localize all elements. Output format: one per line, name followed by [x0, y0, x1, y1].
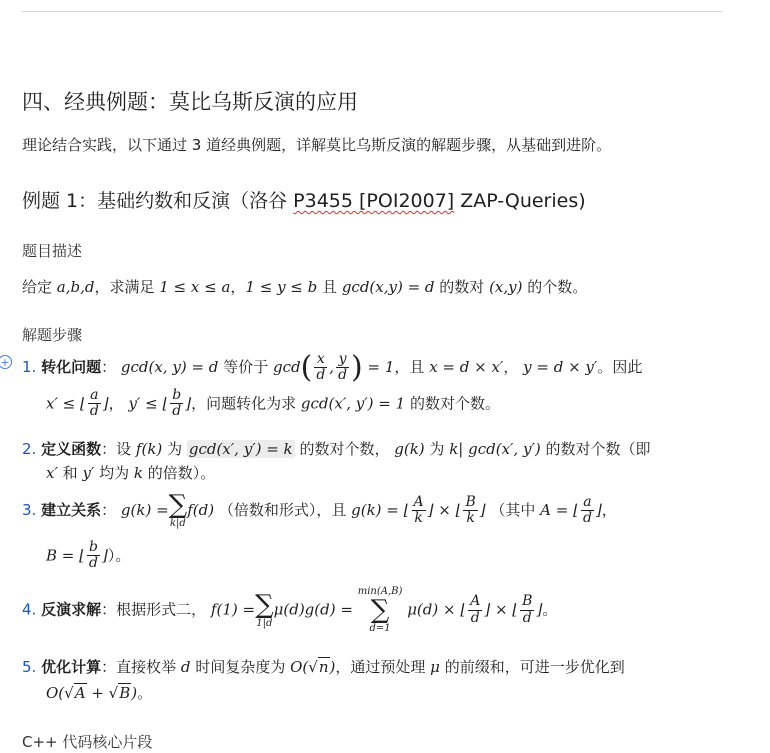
problem-statement: 给定 a,b,d，求满足 1 ≤ x ≤ a，1 ≤ y ≤ b 且 gcd(x,y) = d 的数对 (x,y) 的个数。	[22, 278, 588, 296]
example-1-title: 例题 1：基础约数和反演（洛谷 P3455 [POI2007] ZAP-Queries)	[22, 190, 586, 212]
solution-heading: 解题步骤	[22, 326, 83, 344]
step-1-line-2: x′ ≤ ⌊ $\frac{a}{d}$ ⌋， y′ ≤ ⌊ $\frac{b}{d}$ ⌋，问题转化为求 gcd(x′, y′) = 1 的数对个数。	[46, 387, 500, 420]
spellcheck-underlined-text: P3455 [POI2007]	[293, 190, 455, 212]
add-block-icon[interactable]: +	[0, 355, 12, 369]
step-5-line-1: 5. 优化计算：直接枚举 d 时间复杂度为 O(√n)，通过预处理 μ 的前缀和，可进一步优化到	[22, 658, 625, 676]
section-title: 四、经典例题：莫比乌斯反演的应用	[22, 90, 358, 114]
step-2-line-2: x′ 和 y′ 均为 k 的倍数）。	[46, 464, 216, 482]
step-1-line-1: 1. 转化问题： gcd(x, y) = d 等价于 gcd( $\frac{x}{d}$ , $\frac{y}{d}$ ) = 1，且 x = d × x′， y = d × y′。因此	[22, 350, 643, 385]
step-3-line-2: B = ⌊ $\frac{b}{d}$ ⌋）。	[46, 539, 131, 572]
intro-paragraph: 理论结合实践，以下通过 3 道经典例题，详解莫比乌斯反演的解题步骤，从基础到进阶。	[22, 136, 612, 154]
step-2-line-1: 2. 定义函数：设 f(k) 为 gcd(x′, y′) = k 的数对个数， g(k) 为 k| gcd(x′, y′) 的数对个数（即	[22, 440, 651, 458]
step-3-line-1: 3. 建立关系： g(k) =∑ k|d f(d) （倍数和形式），且 g(k) = ⌊ $\frac{A}{k}$ ⌋ × ⌊ $\frac{B}{k}$ ⌋ （其中 A = ⌊ $\frac{a}{d}$ ⌋，	[22, 490, 617, 529]
step-5-line-2: O(√A + √B)。	[46, 684, 153, 702]
problem-heading: 题目描述	[22, 242, 83, 260]
top-divider	[22, 11, 722, 12]
step-4-line: 4. 反演求解：根据形式二， f(1) =∑ 1|d μ(d)g(d) = min(A,B) ∑ d=1 μ(d) × ⌊ $\frac{A}{d}$ ⌋ × ⌊ $\frac{B}{d}$ ⌋。	[22, 586, 558, 634]
code-heading: C++ 代码核心片段	[22, 733, 153, 751]
